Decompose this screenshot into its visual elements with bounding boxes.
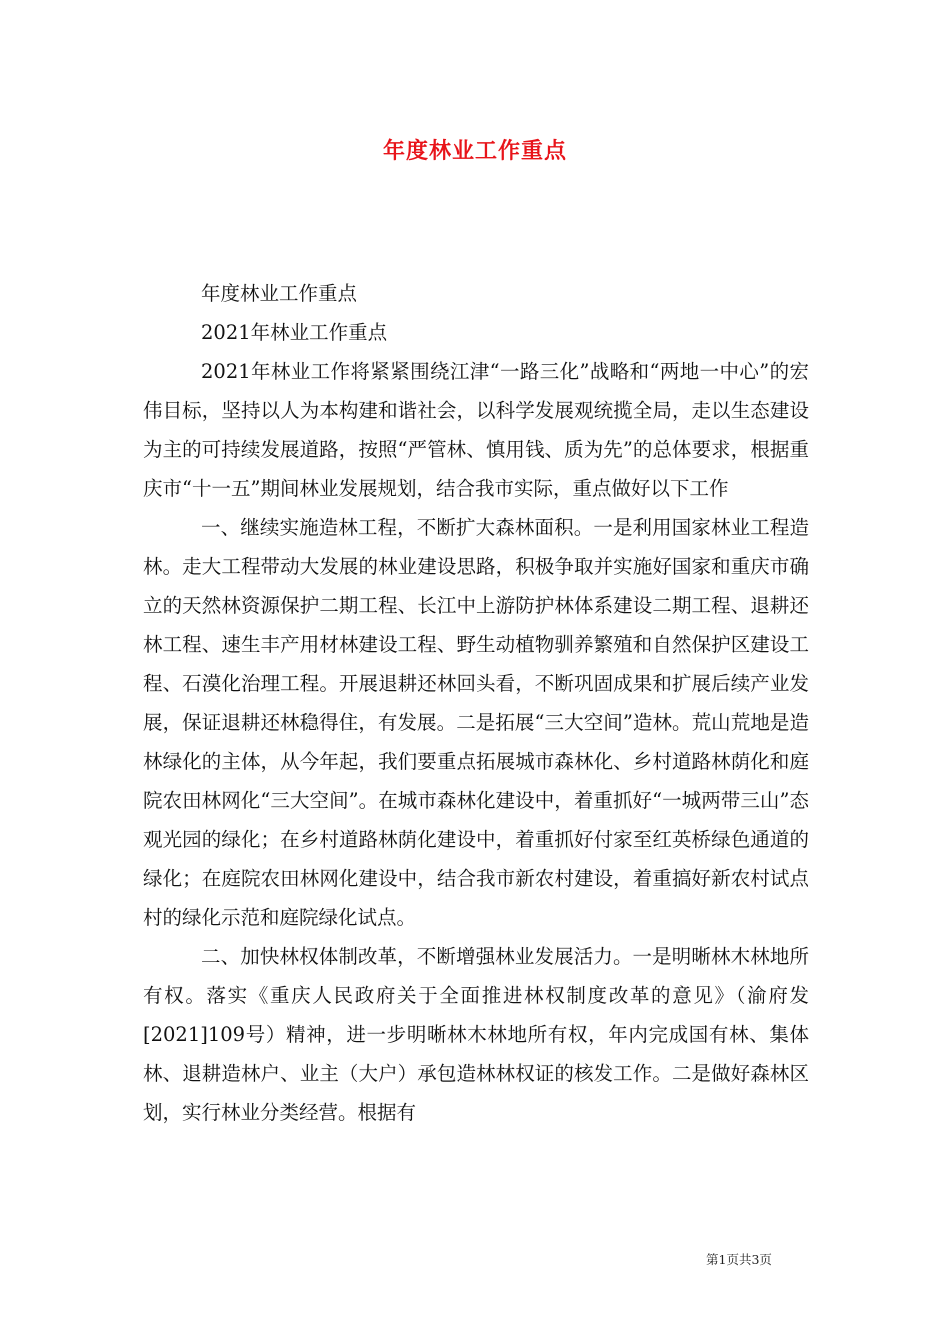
paragraph-section-one: 一、继续实施造林工程，不断扩大森林面积。一是利用国家林业工程造林。走大工程带动大发展的林业建设思路，积极争取并实施好国家和重庆市确立的天然林资源保护二期工程、长江中上游防护林体系建设二期工程、退耕还林工程、速生丰产用材林建设工程、野生动植物驯养繁殖和自然保护区建设工程、石漠化治理工程。开展退耕还林回头看，不断巩固成果和扩展后续产业发展，保证退耕还林稳得住，有发展。二是拓展“三大空间”造林。荒山荒地是造林绿化的主体，从今年起，我们要重点拓展城市森林化、乡村道路林荫化和庭院农田林网化“三大空间”。在城市森林化建设中，着重抓好“一城两带三山”态观光园的绿化；在乡村道路林荫化建设中，着重抓好付家至红英桥绿色通道的绿化；在庭院农田林网化建设中，结合我市新农村建设，着重搞好新农村试点村的绿化示范和庭院绿化试点。 xyxy=(143,516,809,929)
document-body xyxy=(143,274,809,1132)
paragraph-section-two: 二、加快林权体制改革，不断增强林业发展活力。一是明晰林木林地所有权。落实《重庆人民政府关于全面推进林权制度改革的意见》（渝府发[2021]109号）精神，进一步明晰林木林地所有权，年内完成国有林、集体林、退耕造林户、业主（大户）承包造林林权证的核发工作。二是做好森林区划，实行林业分类经营。根据有 xyxy=(143,945,809,1124)
document-title: 年度林业工作重点 xyxy=(382,138,567,164)
page-number-footer: 第1页共3页 xyxy=(706,1252,772,1267)
body-subheading-line: 2021年林业工作重点 xyxy=(201,321,388,344)
body-heading-line: 年度林业工作重点 xyxy=(201,282,358,305)
paragraph-intro: 2021年林业工作将紧紧围绕江津“一路三化”战略和“两地一中心”的宏伟目标，坚持以人为本构建和谐社会，以科学发展观统揽全局，走以生态建设为主的可持续发展道路，按照“严管林、慎用钱、质为先”的总体要求，根据重庆市“十一五”期间林业发展规划，结合我市实际，重点做好以下工作 xyxy=(143,360,809,500)
